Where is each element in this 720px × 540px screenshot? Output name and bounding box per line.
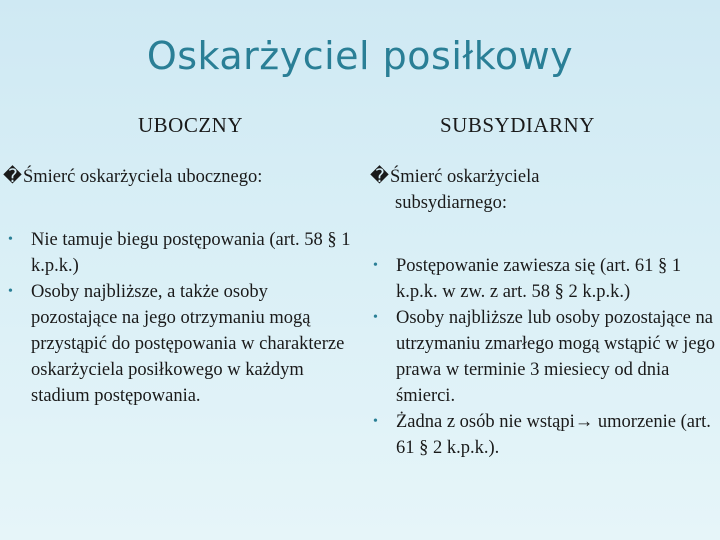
missing-glyph-icon: � bbox=[3, 167, 22, 187]
list-item-text: Żadna z osób nie wstąpi→ umorzenie (art. 61 § 2 k.p.k.). bbox=[396, 412, 711, 458]
bullet-icon: • bbox=[373, 414, 378, 429]
list-item-text: Nie tamuje biegu postępowania (art. 58 § 1 k.p.k.) bbox=[31, 230, 351, 276]
bullet-list-uboczny bbox=[6, 227, 356, 409]
column-heading-subsydiarny: SUBSYDIARNY bbox=[440, 113, 595, 137]
list-item bbox=[6, 279, 356, 409]
bullet-icon: • bbox=[373, 310, 378, 325]
subheading-subsydiarny bbox=[370, 164, 670, 216]
list-item bbox=[371, 305, 716, 409]
list-item-text: Osoby najbliższe lub osoby pozostające na utrzymaniu zmarłego mogą wstąpić w jego prawa w terminie 3 miesiecy od dnia śmierci. bbox=[396, 308, 716, 406]
list-item-text: Osoby najbliższe, a także osoby pozostające na jego otrzymaniu mogą przystąpić do postępowania w charakterze oskarżyciela posiłkowego w każdym stadium postępowania. bbox=[31, 282, 345, 406]
slide-title: Oskarżyciel posiłkowy bbox=[146, 34, 574, 78]
column-heading-uboczny: UBOCZNY bbox=[138, 113, 244, 137]
list-item-text: Postępowanie zawiesza się (art. 61 § 1 k.p.k. w zw. z art. 58 § 2 k.p.k.) bbox=[396, 256, 682, 302]
subheading-text: Śmierć oskarżyciela ubocznego: bbox=[22, 167, 263, 187]
bullet-list-subsydiarny bbox=[371, 253, 716, 461]
bullet-icon: • bbox=[8, 232, 13, 247]
list-item bbox=[371, 253, 716, 305]
missing-glyph-icon: � bbox=[370, 167, 389, 187]
subheading-uboczny bbox=[3, 164, 348, 190]
bullet-icon: • bbox=[373, 258, 378, 273]
subheading-text-line2: subsydiarnego: bbox=[395, 193, 508, 213]
list-item bbox=[6, 227, 356, 279]
subheading-text-line1: Śmierć oskarżyciela bbox=[389, 167, 540, 187]
list-item bbox=[371, 409, 716, 461]
bullet-icon: • bbox=[8, 284, 13, 299]
